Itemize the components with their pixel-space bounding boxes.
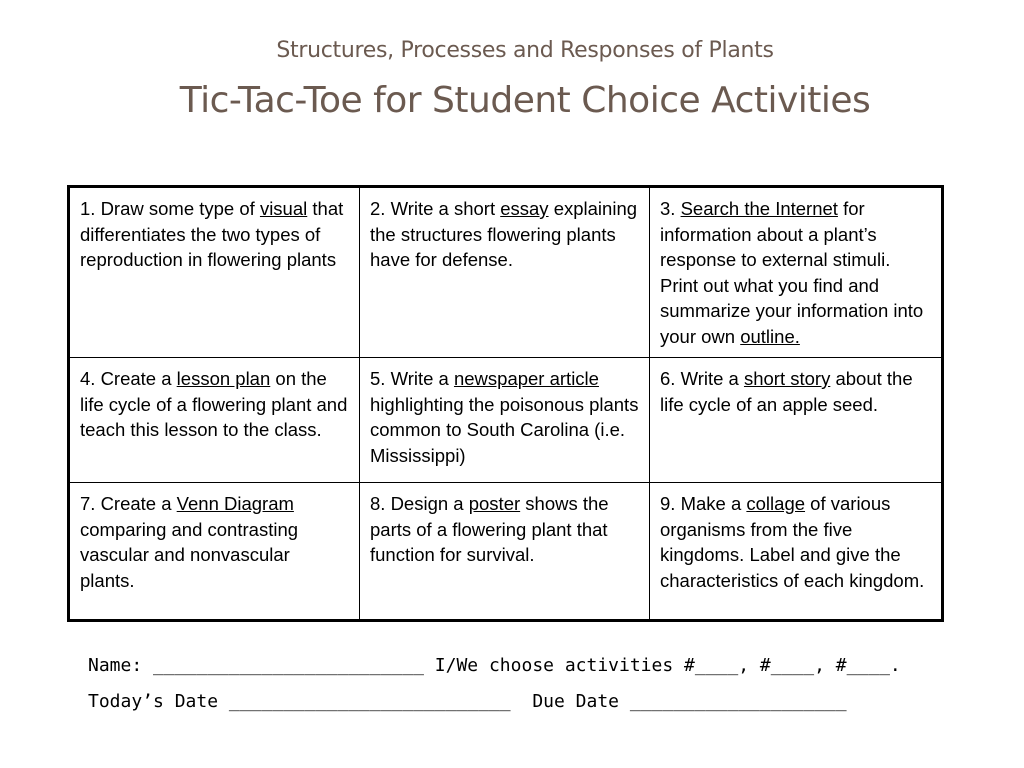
cell-text: for information about a plant’s response to external stimuli. Print out what you find and summarize your information into your own [660, 198, 924, 347]
grid-cell-5 [360, 358, 650, 483]
cell-text: about the life cycle of an apple seed. [660, 368, 913, 415]
cell-text: 7. Create a [80, 493, 177, 514]
cell-keyword: poster [468, 493, 521, 514]
cell-text: 4. Create a [80, 368, 177, 389]
cell-keyword: visual [259, 198, 308, 219]
name-activities-line: Name: _________________________ I/We choose activities #____, #____, #____. [88, 655, 901, 676]
cell-text: 5. Write a [370, 368, 454, 389]
cell-text: 3. [660, 198, 681, 219]
cell-text: on the life cycle of a flowering plant and teach this lesson to the class. [80, 368, 348, 440]
cell-text: 2. Write a short [370, 198, 501, 219]
cell-keyword: Search the Internet [680, 198, 838, 219]
cell-text: 9. Make a [660, 493, 747, 514]
cell-text: that differentiates the two types of reproduction in flowering plants [80, 198, 344, 270]
cell-keyword: essay [500, 198, 549, 219]
grid-cell-3 [650, 187, 943, 358]
cell-text: comparing and contrasting vascular and nonvascular plants. [80, 518, 299, 591]
cell-text: explaining the structures flowering plants have for defense. [370, 198, 638, 270]
grid-cell-4 [69, 358, 360, 483]
page-title: Tic-Tac-Toe for Student Choice Activities [179, 80, 871, 121]
cell-keyword: collage [746, 493, 806, 514]
dates-line: Today’s Date __________________________ Due Date ____________________ [88, 691, 847, 712]
grid-cell-1 [69, 187, 360, 358]
grid-row [69, 358, 943, 483]
grid-cell-8 [360, 483, 650, 621]
cell-keyword: short story [743, 368, 831, 389]
cell-keyword: Venn Diagram [176, 493, 294, 514]
grid-row [69, 187, 943, 358]
cell-text: 1. Draw some type of [80, 198, 260, 219]
grid-row [69, 483, 943, 621]
cell-keyword: lesson plan [176, 368, 271, 389]
cell-keyword: outline. [740, 325, 800, 347]
grid-cell-2 [360, 187, 650, 358]
subtitle: Structures, Processes and Responses of Plants [276, 38, 774, 63]
cell-text: 6. Write a [660, 368, 744, 389]
cell-text: shows the parts of a flowering plant that function for survival. [370, 493, 609, 565]
grid-cell-6 [650, 358, 943, 483]
grid-cell-7 [69, 483, 360, 621]
cell-text: of various organisms from the five kingdoms. Label and give the characteristics of each kingdom. [660, 493, 925, 591]
grid-cell-9 [650, 483, 943, 621]
tic-tac-toe-grid [67, 185, 944, 622]
cell-text: 8. Design a [370, 493, 469, 514]
cell-text: highlighting the poisonous plants common to South Carolina (i.e. Mississippi) [370, 393, 639, 466]
cell-keyword: newspaper article [453, 368, 599, 389]
